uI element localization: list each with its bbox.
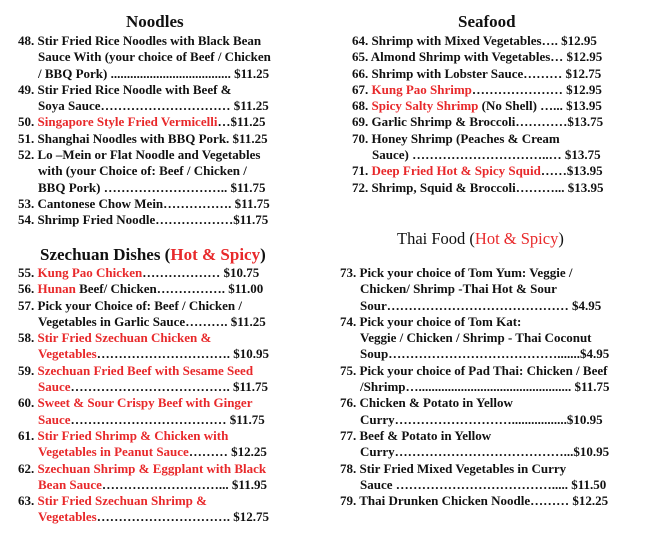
menu-item-line	[18, 461, 318, 477]
szechuan-hot-spicy-label: Hot & Spicy	[170, 245, 261, 264]
menu-item-text: / BBQ Pork) ..................................... $11.25	[38, 65, 270, 81]
menu-item-text: Chicken/ Shrimp -Thai Hot & Sour	[360, 281, 557, 297]
menu-item-text: BBQ Pork) ……………………….. $11.75	[38, 179, 266, 195]
menu-item-text: 72. Shrimp, Squid & Broccoli………... $13.95	[352, 179, 604, 195]
szechuan-title-close: )	[260, 245, 266, 264]
spicy-dish-name: Vegetables in Peanut Sauce	[38, 444, 189, 460]
menu-item-text: Beef/ Chicken……………. $11.00	[75, 281, 264, 297]
menu-item	[340, 314, 640, 363]
spicy-dish-name: Singapore Style Fried Vermicelli	[37, 114, 218, 130]
menu-item-line	[352, 33, 650, 49]
spicy-dish-name: Vegetables	[38, 346, 97, 362]
menu-item	[18, 212, 318, 228]
menu-item-text: Sauce With (your choice of Beef / Chicken	[38, 49, 271, 65]
menu-item-text: 75. Pick your choice of Pad Thai: Chicken / Beef	[340, 362, 608, 378]
spicy-dish-name: Kung Pao Chicken	[37, 265, 143, 280]
menu-item	[18, 33, 318, 82]
noodles-list	[18, 33, 318, 229]
menu-item	[340, 461, 640, 494]
menu-item-line	[352, 163, 650, 179]
spicy-dish-name: Deep Fried Hot & Spicy Squid	[371, 163, 541, 179]
menu-item	[18, 363, 318, 396]
menu-item-line	[352, 49, 650, 65]
menu-item-line	[352, 114, 650, 130]
menu-item-line	[352, 98, 650, 114]
menu-item-line	[352, 66, 650, 82]
menu-item	[18, 493, 318, 526]
menu-item-text: 57. Pick your Choice of: Beef / Chicken /	[18, 297, 242, 313]
seafood-list	[352, 33, 650, 196]
menu-item-continuation	[340, 281, 640, 297]
menu-item	[340, 363, 640, 396]
menu-item-line	[18, 493, 318, 509]
menu-item-text: ………………………... $11.95	[101, 476, 267, 492]
menu-item-text: Curry……………………….................$10.95	[360, 411, 603, 427]
menu-item-continuation	[340, 330, 640, 346]
menu-item-text: ……………… $10.75	[142, 265, 260, 280]
menu-item-text: /Shrimp…............................................... $11.75	[360, 379, 610, 395]
menu-item-line	[340, 493, 640, 509]
menu-item	[18, 147, 318, 196]
menu-item-text: Vegetables in Garlic Sauce………. $11.25	[38, 313, 266, 329]
menu-item-text: 63.	[18, 493, 38, 509]
menu-item-line	[340, 265, 640, 281]
menu-item-continuation	[18, 379, 318, 395]
menu-item-line	[18, 131, 318, 147]
menu-item	[18, 395, 318, 428]
menu-item	[18, 131, 318, 147]
spicy-dish-name: Szechuan Fried Beef with Sesame Seed	[37, 362, 254, 378]
thai-list	[340, 265, 640, 509]
menu-item-line	[18, 395, 318, 411]
menu-item-text: Sauce ………………………………..... $11.50	[360, 476, 607, 492]
menu-item-line	[340, 428, 640, 444]
menu-item	[352, 180, 650, 196]
menu-item-text: 58.	[18, 330, 38, 346]
spicy-dish-name: Stir Fried Szechuan Chicken &	[37, 330, 212, 346]
spicy-dish-name: Sweet & Sour Crispy Beef with Ginger	[37, 395, 253, 411]
menu-item-text: 61.	[18, 427, 38, 443]
menu-item-text: ………………… $12.95	[471, 81, 602, 97]
menu-item-continuation	[18, 66, 318, 82]
thai-hot-spicy-label: Hot & Spicy	[474, 229, 559, 248]
seafood-heading	[458, 12, 516, 32]
menu-item-text: 55.	[18, 265, 38, 280]
menu-item-text: 62.	[18, 460, 38, 476]
menu-item	[352, 33, 650, 49]
menu-item-continuation	[340, 379, 640, 395]
szechuan-list	[18, 265, 318, 526]
menu-item	[18, 298, 318, 331]
seafood-title: Seafood	[458, 12, 516, 31]
menu-item-text: …………………………. $12.75	[96, 509, 269, 525]
menu-item-line	[340, 395, 640, 411]
menu-item-line	[18, 298, 318, 314]
menu-item-line	[18, 33, 318, 49]
menu-item-text: 66. Shrimp with Lobster Sauce……… $12.75	[352, 65, 602, 81]
menu-item-text: with (your Choice of: Beef / Chicken /	[38, 163, 247, 179]
menu-item	[340, 428, 640, 461]
menu-item-text: 68.	[352, 98, 372, 114]
spicy-dish-name: Kung Pao Shrimp	[371, 81, 472, 97]
menu-item-line	[18, 114, 318, 130]
menu-item-line	[18, 363, 318, 379]
thai-title: Thai Food (	[397, 229, 475, 248]
spicy-dish-name: Stir Fried Shrimp & Chicken with	[37, 427, 229, 443]
menu-item-text: 64. Shrimp with Mixed Vegetables…. $12.95	[352, 33, 597, 48]
menu-item-continuation	[340, 444, 640, 460]
menu-item-line	[18, 428, 318, 444]
spicy-dish-name: Vegetables	[38, 509, 97, 525]
menu-item-text: Curry…………………………………...$10.95	[360, 444, 610, 460]
menu-item	[340, 493, 640, 509]
menu-item-continuation	[340, 298, 640, 314]
menu-item-text: 51. Shanghai Noodles with BBQ Pork. $11.25	[18, 130, 268, 146]
menu-item	[352, 131, 650, 164]
menu-item-text: Sour…………………………………… $4.95	[360, 297, 602, 313]
menu-item	[18, 330, 318, 363]
menu-item-line	[18, 330, 318, 346]
menu-item	[352, 82, 650, 98]
menu-item-text: Sauce) …………………………..… $13.75	[372, 147, 601, 163]
spicy-dish-name: Stir Fried Szechuan Shrimp &	[37, 493, 207, 509]
menu-item-text: 56.	[18, 281, 38, 297]
menu-item-text: ……… $12.25	[188, 444, 267, 460]
menu-item-text: 59.	[18, 362, 38, 378]
menu-item-text: 74. Pick your choice of Tom Kat:	[340, 313, 522, 329]
menu-item-continuation	[18, 346, 318, 362]
spicy-dish-name: Hunan	[37, 281, 76, 297]
menu-item-text: 60.	[18, 395, 38, 411]
menu-item-text: …………………………. $10.95	[96, 346, 269, 362]
menu-item-text: Veggie / Chicken / Shrimp - Thai Coconut	[360, 330, 592, 346]
menu-item-continuation	[18, 412, 318, 428]
menu-item	[18, 114, 318, 130]
szechuan-title: Szechuan Dishes (	[40, 245, 171, 264]
menu-item	[352, 98, 650, 114]
menu-item	[18, 265, 318, 281]
spicy-dish-name: Szechuan Shrimp & Eggplant with Black	[37, 460, 267, 476]
menu-item-continuation	[18, 477, 318, 493]
menu-item-text: …$11.25	[217, 114, 266, 130]
menu-item	[340, 395, 640, 428]
menu-item-text: 65. Almond Shrimp with Vegetables… $12.95	[352, 49, 603, 65]
menu-item-text: 79. Thai Drunken Chicken Noodle……… $12.25	[340, 493, 609, 509]
menu-item-continuation	[352, 147, 650, 163]
menu-item-text: 78. Stir Fried Mixed Vegetables in Curry	[340, 460, 567, 476]
menu-item-text: 54. Shrimp Fried Noodle………………$11.75	[18, 212, 269, 228]
menu-item-text: 48. Stir Fried Rice Noodles with Black Bean	[18, 33, 262, 48]
menu-item-text: ……$13.95	[540, 163, 603, 179]
menu-item-text: ………………………………. $11.75	[70, 379, 269, 395]
menu-item-line	[18, 82, 318, 98]
menu-item-text: 70. Honey Shrimp (Peaches & Cream	[352, 130, 560, 146]
menu-item-line	[18, 196, 318, 212]
spicy-dish-name: Bean Sauce	[38, 476, 102, 492]
thai-heading	[397, 229, 564, 249]
menu-item-text: ……………………………… $11.75	[70, 411, 265, 427]
spicy-dish-name: Spicy Salty Shrimp	[371, 98, 479, 114]
menu-item-line	[18, 281, 318, 297]
menu-item-continuation	[18, 444, 318, 460]
menu-item-line	[18, 147, 318, 163]
spicy-dish-name: Sauce	[38, 379, 71, 395]
menu-item-line	[352, 82, 650, 98]
menu-item-line	[18, 265, 318, 281]
menu-item-text: 76. Chicken & Potato in Yellow	[340, 395, 513, 411]
menu-item-line	[340, 314, 640, 330]
menu-item-text: 77. Beef & Potato in Yellow	[340, 427, 492, 443]
menu-item-continuation	[18, 180, 318, 196]
menu-item-text: 52. Lo –Mein or Flat Noodle and Vegetables	[18, 147, 261, 163]
menu-item-text: 50.	[18, 114, 38, 130]
menu-item	[18, 82, 318, 115]
noodles-heading	[126, 12, 184, 32]
menu-item-continuation	[18, 98, 318, 114]
menu-item-continuation	[18, 314, 318, 330]
menu-item-text: Soup………………………………….......$4.95	[360, 346, 610, 362]
menu-item-line	[18, 212, 318, 228]
thai-title-close: )	[558, 229, 564, 248]
menu-item-continuation	[340, 346, 640, 362]
spicy-dish-name: Sauce	[38, 411, 71, 427]
szechuan-heading	[40, 245, 266, 265]
menu-item	[352, 66, 650, 82]
menu-item-continuation	[340, 477, 640, 493]
menu-item-text: (No Shell) …... $13.95	[478, 98, 602, 114]
menu-item	[340, 265, 640, 314]
menu-item-line	[352, 131, 650, 147]
menu-item	[352, 114, 650, 130]
menu-item-text: 53. Cantonese Chow Mein……………. $11.75	[18, 195, 270, 211]
menu-item-continuation	[340, 412, 640, 428]
menu-item-text: 67.	[352, 81, 372, 97]
menu-item	[18, 196, 318, 212]
menu-item-line	[352, 180, 650, 196]
menu-item-line	[340, 363, 640, 379]
menu-item	[18, 461, 318, 494]
menu-item	[18, 428, 318, 461]
menu-item-text: Soya Sauce………………………… $11.25	[38, 98, 269, 114]
noodles-title: Noodles	[126, 12, 184, 31]
menu-item-text: 71.	[352, 163, 372, 179]
menu-item-continuation	[18, 509, 318, 525]
menu-item-line	[340, 461, 640, 477]
menu-item-continuation	[18, 49, 318, 65]
menu-item-text: 69. Garlic Shrimp & Broccoli…………$13.75	[352, 114, 604, 130]
menu-item	[352, 49, 650, 65]
menu-item-text: 49. Stir Fried Rice Noodle with Beef &	[18, 81, 232, 97]
menu-item-continuation	[18, 163, 318, 179]
menu-item-text: 73. Pick your choice of Tom Yum: Veggie /	[340, 265, 573, 280]
menu-item	[18, 281, 318, 297]
menu-item	[352, 163, 650, 179]
